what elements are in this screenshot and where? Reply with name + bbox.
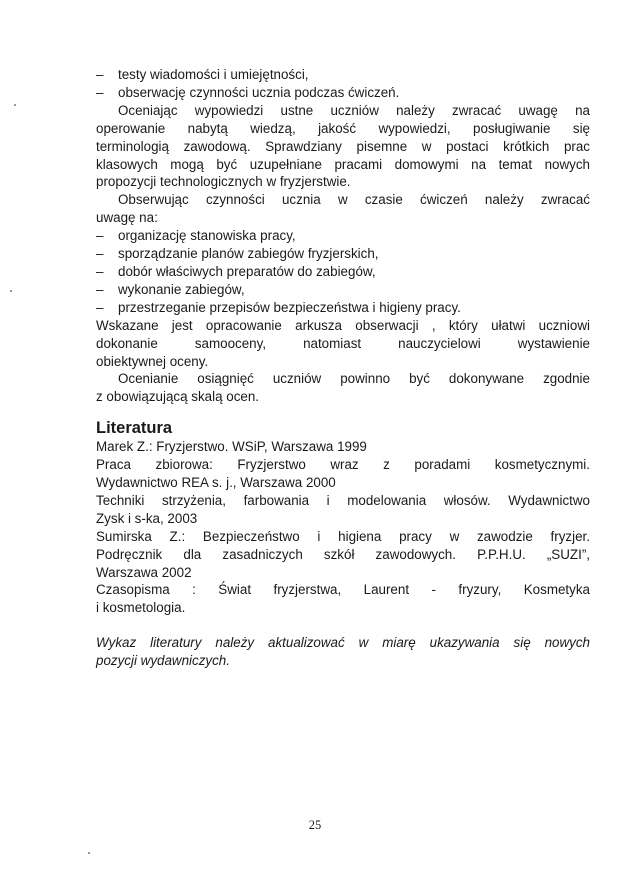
page-number: 25 xyxy=(308,818,322,832)
literature-entry: Sumirska Z.: Bezpieczeństwo i higiena pracy w zawodzie fryzjer. Podręcznik dla zasadniczych szkół zawodowych. P.P.H.U. „SUZI”, Warszawa 2002 xyxy=(96,528,590,580)
literature-update-note: Wykaz literatury należy aktualizować w miarę ukazywania się nowych pozycji wydawniczych. xyxy=(96,635,590,669)
observation-criteria-list xyxy=(96,227,590,317)
list-item: – organizację stanowiska pracy, xyxy=(96,228,296,244)
page-content xyxy=(96,66,590,670)
literature-entry: Marek Z.: Fryzjerstwo. WSiP, Warszawa 1999 xyxy=(96,439,367,455)
scan-speck xyxy=(14,104,16,106)
list-item: – dobór właściwych preparatów do zabiegów, xyxy=(96,263,376,279)
literature-entry: Techniki strzyżenia, farbowania i modelowania włosów. Wydawnictwo Zysk i s-ka, 2003 xyxy=(96,492,590,526)
paragraph-oral-assessment: Oceniając wypowiedzi ustne uczniów należy zwracać uwagę na operowanie nabytą wiedzą, jakość wypowiedzi, posługiwanie się terminologią zawodową. Sprawdziany pisemne w postaci krótkich prac klasowych mogą być uzupełniane pracami domowymi na temat nowych propozycji technologicznych w fryzjerstwie. xyxy=(96,102,590,190)
list-item: – obserwację czynności ucznia podczas ćwiczeń. xyxy=(96,84,400,100)
scan-speck xyxy=(10,290,12,292)
list-item: – wykonanie zabiegów, xyxy=(96,281,245,297)
literature-entry: Praca zbiorowa: Fryzjerstwo wraz z poradami kosmetycznymi. Wydawnictwo REA s. j., Warszawa 2000 xyxy=(96,457,590,491)
list-item: – przestrzeganie przepisów bezpieczeństwa i higieny pracy. xyxy=(96,299,461,315)
literature-list xyxy=(96,438,590,617)
literature-entry: Czasopisma : Świat fryzjerstwa, Laurent - fryzury, Kosmetyka i kosmetologia. xyxy=(96,582,590,616)
scan-speck xyxy=(88,852,90,854)
paragraph-grading: Ocenianie osiągnięć uczniów powinno być dokonywane zgodnie z obowiązującą skalą ocen. xyxy=(96,371,590,405)
list-item: – testy wiadomości i umiejętności, xyxy=(96,67,309,82)
literature-heading: Literatura xyxy=(96,419,173,438)
assessment-methods-list xyxy=(96,66,590,102)
paragraph-observation-sheet: Wskazane jest opracowanie arkusza obserwacji , który ułatwi uczniowi dokonanie samooceny, natomiast nauczycielowi wystawienie obiektywnej oceny. xyxy=(96,317,590,369)
paragraph-observation: Obserwując czynności ucznia w czasie ćwiczeń należy zwracać uwagę na: xyxy=(96,192,590,226)
list-item: – sporządzanie planów zabiegów fryzjerskich, xyxy=(96,246,379,262)
